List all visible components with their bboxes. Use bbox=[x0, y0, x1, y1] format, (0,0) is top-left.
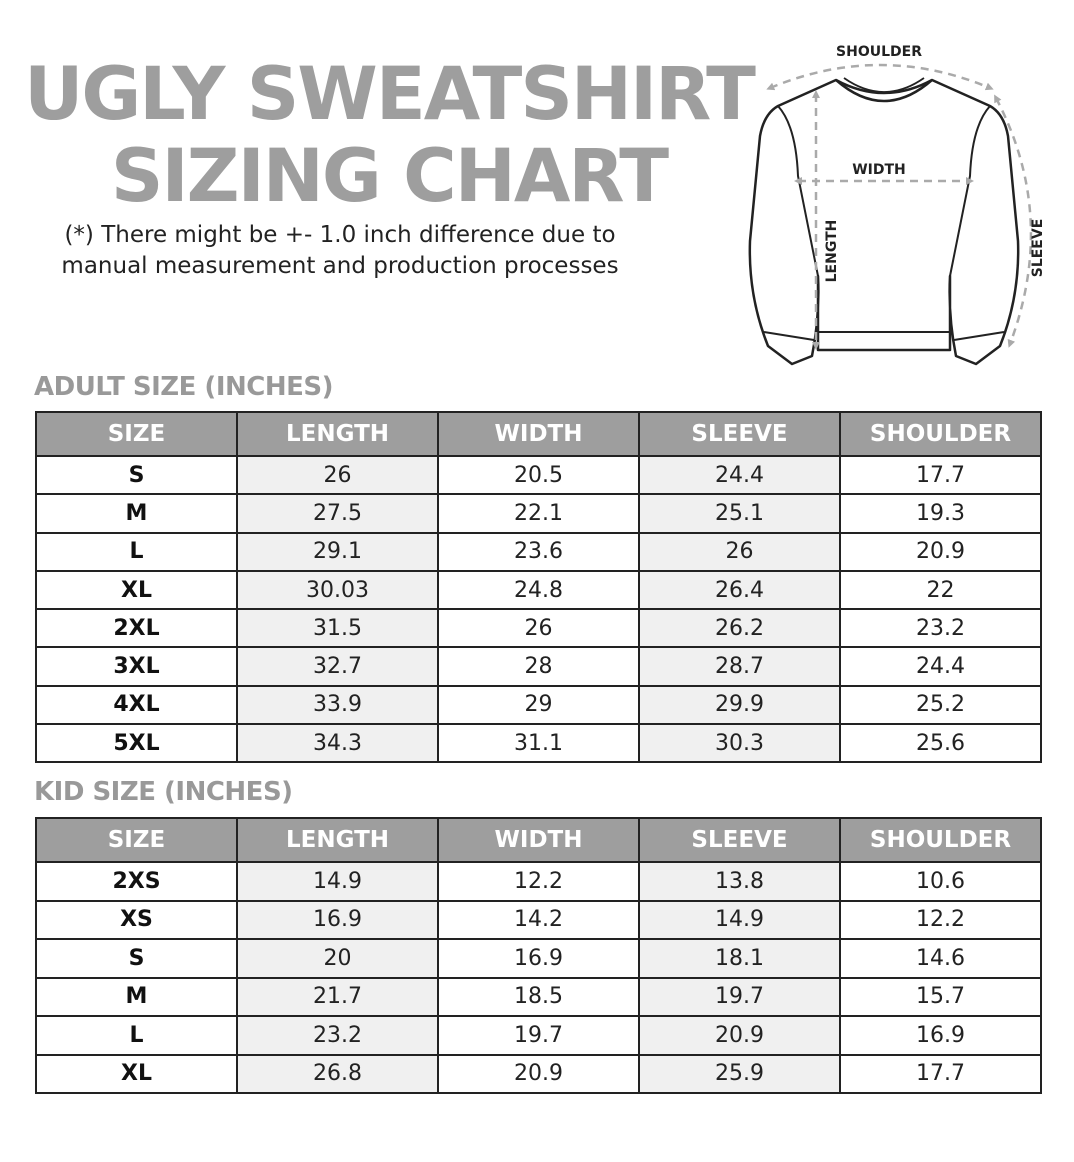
kid-header-row bbox=[36, 818, 1041, 862]
cell-sleeve: 28.7 bbox=[639, 647, 840, 685]
cell-length: 20 bbox=[237, 939, 438, 978]
cell-shoulder: 20.9 bbox=[840, 533, 1041, 571]
table-row bbox=[36, 456, 1041, 494]
column-header-sleeve: SLEEVE bbox=[639, 412, 840, 456]
table-row bbox=[36, 686, 1041, 724]
cell-length: 21.7 bbox=[237, 978, 438, 1017]
table-row bbox=[36, 533, 1041, 571]
column-header-size: SIZE bbox=[36, 412, 237, 456]
cell-length: 31.5 bbox=[237, 609, 438, 647]
cell-sleeve: 19.7 bbox=[639, 978, 840, 1017]
column-header-width: WIDTH bbox=[438, 818, 639, 862]
kid-section-label: KID SIZE (INCHES) bbox=[34, 777, 293, 807]
cell-sleeve: 14.9 bbox=[639, 901, 840, 940]
table-row bbox=[36, 1016, 1041, 1055]
sweatshirt-body-outline bbox=[750, 80, 1018, 364]
disclaimer-line-1: (*) There might be +- 1.0 inch difference due to bbox=[64, 222, 616, 248]
adult-header-row bbox=[36, 412, 1041, 456]
cell-shoulder: 17.7 bbox=[840, 456, 1041, 494]
cell-width: 28 bbox=[438, 647, 639, 685]
cell-size: M bbox=[36, 494, 237, 532]
column-header-sleeve: SLEEVE bbox=[639, 818, 840, 862]
cell-size: 2XS bbox=[36, 862, 237, 901]
cell-size: L bbox=[36, 1016, 237, 1055]
cell-size: L bbox=[36, 533, 237, 571]
cell-length: 26.8 bbox=[237, 1055, 438, 1094]
column-header-length: LENGTH bbox=[237, 818, 438, 862]
cell-sleeve: 20.9 bbox=[639, 1016, 840, 1055]
cell-shoulder: 25.6 bbox=[840, 724, 1041, 762]
table-row bbox=[36, 901, 1041, 940]
cell-sleeve: 26.2 bbox=[639, 609, 840, 647]
column-header-shoulder: SHOULDER bbox=[840, 818, 1041, 862]
cell-sleeve: 30.3 bbox=[639, 724, 840, 762]
adult-section-label: ADULT SIZE (INCHES) bbox=[34, 372, 333, 402]
table-row bbox=[36, 609, 1041, 647]
column-header-shoulder: SHOULDER bbox=[840, 412, 1041, 456]
table-row bbox=[36, 494, 1041, 532]
disclaimer-line-2: manual measurement and production processes bbox=[61, 253, 619, 279]
cell-shoulder: 15.7 bbox=[840, 978, 1041, 1017]
cell-shoulder: 25.2 bbox=[840, 686, 1041, 724]
cell-sleeve: 29.9 bbox=[639, 686, 840, 724]
table-row bbox=[36, 939, 1041, 978]
cell-length: 29.1 bbox=[237, 533, 438, 571]
cell-size: XL bbox=[36, 571, 237, 609]
cell-size: 4XL bbox=[36, 686, 237, 724]
cell-width: 19.7 bbox=[438, 1016, 639, 1055]
shoulder-measure-arc bbox=[770, 65, 990, 88]
kid-size-table bbox=[35, 817, 1042, 1094]
cell-shoulder: 14.6 bbox=[840, 939, 1041, 978]
cell-length: 32.7 bbox=[237, 647, 438, 685]
table-row bbox=[36, 1055, 1041, 1094]
page-title-line-1: UGLY SWEATSHIRT bbox=[24, 52, 754, 137]
cell-length: 34.3 bbox=[237, 724, 438, 762]
cell-size: M bbox=[36, 978, 237, 1017]
cell-length: 33.9 bbox=[237, 686, 438, 724]
table-row bbox=[36, 862, 1041, 901]
diagram-length-label: LENGTH bbox=[824, 219, 840, 283]
cell-sleeve: 25.9 bbox=[639, 1055, 840, 1094]
cell-width: 31.1 bbox=[438, 724, 639, 762]
diagram-sleeve-label: SLEEVE bbox=[1030, 218, 1046, 278]
table-row bbox=[36, 724, 1041, 762]
cell-length: 26 bbox=[237, 456, 438, 494]
sweatshirt-outline-icon bbox=[740, 36, 1060, 381]
cell-size: S bbox=[36, 939, 237, 978]
cell-shoulder: 10.6 bbox=[840, 862, 1041, 901]
table-row bbox=[36, 571, 1041, 609]
cell-width: 16.9 bbox=[438, 939, 639, 978]
cell-width: 20.5 bbox=[438, 456, 639, 494]
cell-sleeve: 13.8 bbox=[639, 862, 840, 901]
cell-shoulder: 24.4 bbox=[840, 647, 1041, 685]
cell-size: S bbox=[36, 456, 237, 494]
cell-width: 12.2 bbox=[438, 862, 639, 901]
cell-sleeve: 18.1 bbox=[639, 939, 840, 978]
cell-sleeve: 25.1 bbox=[639, 494, 840, 532]
cell-length: 16.9 bbox=[237, 901, 438, 940]
cell-size: XS bbox=[36, 901, 237, 940]
cell-width: 18.5 bbox=[438, 978, 639, 1017]
cell-sleeve: 26.4 bbox=[639, 571, 840, 609]
cell-size: 3XL bbox=[36, 647, 237, 685]
cell-sleeve: 26 bbox=[639, 533, 840, 571]
cell-shoulder: 16.9 bbox=[840, 1016, 1041, 1055]
cell-width: 23.6 bbox=[438, 533, 639, 571]
cell-size: 5XL bbox=[36, 724, 237, 762]
page-title-line-2: SIZING CHART bbox=[110, 134, 668, 219]
cell-width: 14.2 bbox=[438, 901, 639, 940]
sleeve-measure-arc bbox=[996, 98, 1031, 344]
cell-width: 29 bbox=[438, 686, 639, 724]
diagram-width-label: WIDTH bbox=[852, 162, 906, 178]
cell-width: 20.9 bbox=[438, 1055, 639, 1094]
diagram-shoulder-label: SHOULDER bbox=[836, 44, 922, 60]
cell-shoulder: 22 bbox=[840, 571, 1041, 609]
column-header-size: SIZE bbox=[36, 818, 237, 862]
column-header-width: WIDTH bbox=[438, 412, 639, 456]
cell-length: 27.5 bbox=[237, 494, 438, 532]
cell-shoulder: 12.2 bbox=[840, 901, 1041, 940]
cell-length: 23.2 bbox=[237, 1016, 438, 1055]
cell-width: 26 bbox=[438, 609, 639, 647]
cell-length: 30.03 bbox=[237, 571, 438, 609]
cell-width: 24.8 bbox=[438, 571, 639, 609]
cell-shoulder: 23.2 bbox=[840, 609, 1041, 647]
column-header-length: LENGTH bbox=[237, 412, 438, 456]
cell-size: 2XL bbox=[36, 609, 237, 647]
cell-shoulder: 19.3 bbox=[840, 494, 1041, 532]
adult-size-table bbox=[35, 411, 1042, 763]
cell-width: 22.1 bbox=[438, 494, 639, 532]
cell-sleeve: 24.4 bbox=[639, 456, 840, 494]
cell-shoulder: 17.7 bbox=[840, 1055, 1041, 1094]
cell-length: 14.9 bbox=[237, 862, 438, 901]
table-row bbox=[36, 978, 1041, 1017]
cell-size: XL bbox=[36, 1055, 237, 1094]
table-row bbox=[36, 647, 1041, 685]
